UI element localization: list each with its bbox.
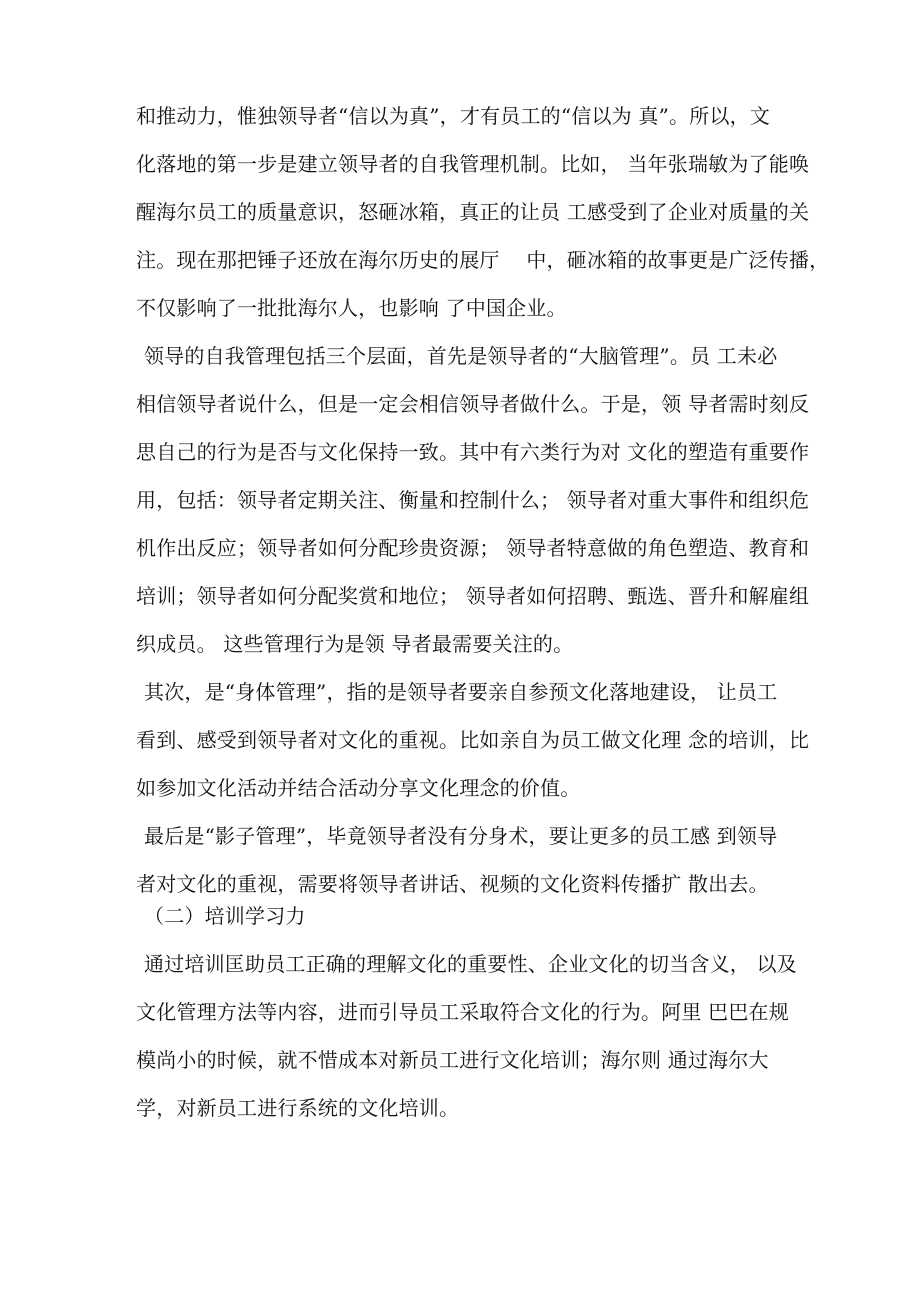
text-line: 文化管理方法等内容，进而引导员工采取符合文化的行为。阿里 巴巴在规 [136,1000,789,1024]
section-heading: （二）培训学习力 [144,904,306,928]
text-line: 用，包括：领导者定期关注、衡量和控制什么； 领导者对重大事件和组织危 [136,488,810,512]
text-line: 模尚小的时候，就不惜成本对新员工进行文化培训；海尔则 通过海尔大 [136,1048,769,1072]
text-line: 培训；领导者如何分配奖赏和地位； 领导者如何招聘、甄选、晋升和解雇组 [136,584,810,608]
text-line: 看到、感受到领导者对文化的重视。比如亲自为员工做文化理 念的培训，比 [136,728,810,752]
text-line: 最后是“影子管理”，毕竟领导者没有分身术，要让更多的员工感 到领导 [144,824,778,848]
text-line: 化落地的第一步是建立领导者的自我管理机制。比如， 当年张瑞敏为了能唤 [136,152,810,176]
text-line: 醒海尔员工的质量意识，怒砸冰箱，真正的让员 工感受到了企业对质量的关 [136,200,810,224]
text-line: 通过培训匡助员工正确的理解文化的重要性、企业文化的切当含义， 以及 [144,952,797,976]
text-line: 如参加文化活动并结合活动分享文化理念的价值。 [136,776,581,800]
text-line: 思自己的行为是否与文化保持一致。其中有六类行为对 文化的塑造有重要作 [136,440,810,464]
text-line: 机作出反应；领导者如何分配珍贵资源； 领导者特意做的角色塑造、教育和 [136,536,810,560]
text-line: 者对文化的重视，需要将领导者讲话、视频的文化资料传播扩 散出去。 [136,872,769,896]
text-line: 领导的自我管理包括三个层面，首先是领导者的“大脑管理”。员 工未必 [144,344,778,368]
text-line: 相信领导者说什么，但是一定会相信领导者做什么。于是，领 导者需时刻反 [136,392,810,416]
text-line: 不仅影响了一批批海尔人，也影响 了中国企业。 [136,296,567,320]
text-line: 注。现在那把锤子还放在海尔历史的展厅 中，砸冰箱的故事更是广泛传播， [136,248,830,272]
text-line: 织成员。 这些管理行为是领 导者最需要关注的。 [136,632,574,656]
text-line: 学，对新员工进行系统的文化培训。 [136,1096,460,1120]
text-line: 和推动力，惟独领导者“信以为真”，才有员工的“信以为 真”。所以，文 [136,104,771,128]
text-line: 其次，是“身体管理”，指的是领导者要亲自参预文化落地建设， 让员工 [144,680,778,704]
